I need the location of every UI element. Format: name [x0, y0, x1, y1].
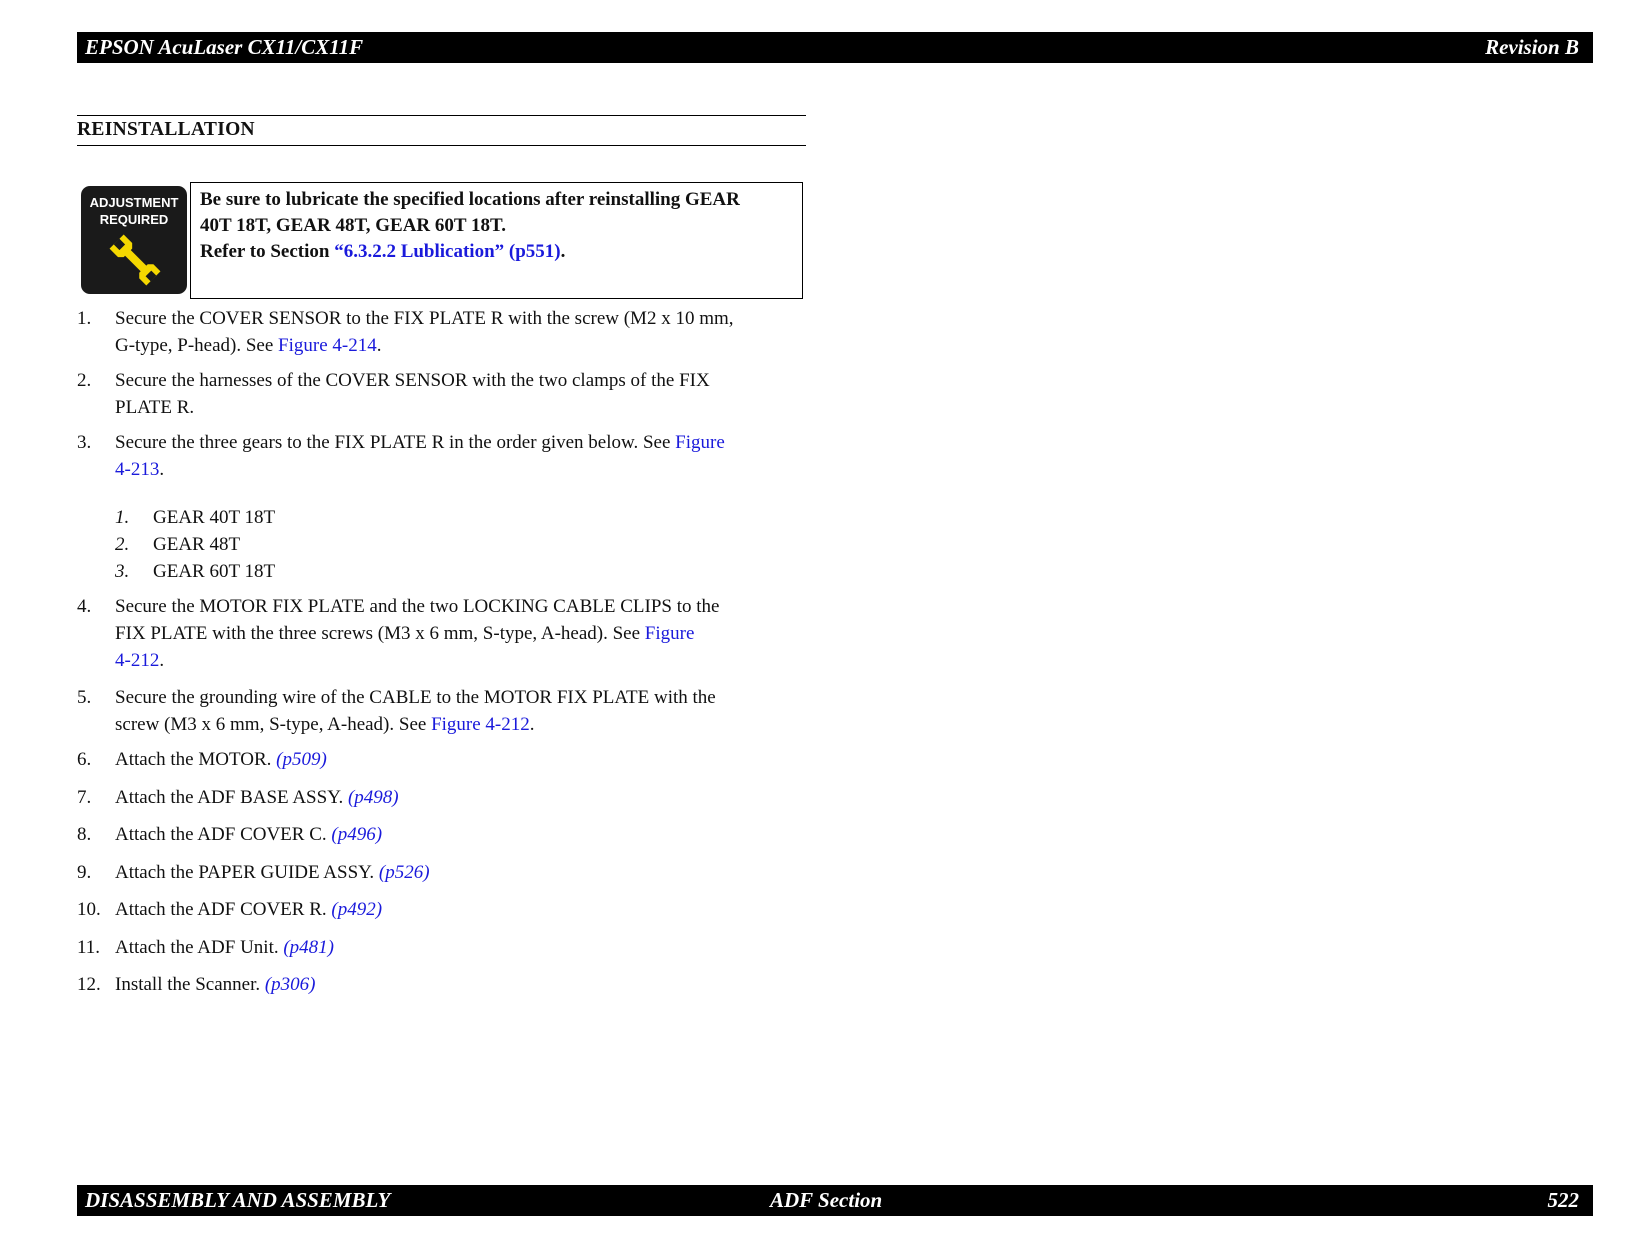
page-reference-link[interactable]: (p306) [264, 974, 316, 995]
heading-top-rule [77, 115, 806, 116]
gear-list-item: 1. GEAR 40T 18T [115, 507, 276, 528]
step-item: 1. Secure the COVER SENSOR to the FIX PLATE R with the screw (M2 x 10 mm, G-type, P-head). See Figure 4-214. [77, 308, 734, 356]
document-title: EPSON AcuLaser CX11/CX11F [85, 35, 364, 59]
footer-bar [77, 1185, 1593, 1216]
page-reference-link[interactable]: (p509) [276, 749, 327, 770]
figure-link[interactable]: 4-212 [115, 650, 160, 671]
step-item: 3. Secure the three gears to the FIX PLATE R in the order given below. See Figure 4-213. [77, 432, 725, 480]
step-item: 9. Attach the PAPER GUIDE ASSY. (p526) [77, 862, 430, 883]
figure-link[interactable]: Figure [644, 623, 695, 644]
badge-label-line2: REQUIRED [99, 212, 169, 227]
step-item: 5. Secure the grounding wire of the CABLE to the MOTOR FIX PLATE with the screw (M3 x 6 mm, S-type, A-head). See Figure 4-212. [77, 687, 716, 735]
page-reference-link[interactable]: (p496) [331, 824, 383, 845]
badge-label-line1: ADJUSTMENT [89, 195, 179, 210]
gear-list-item: 3. GEAR 60T 18T [115, 561, 276, 582]
heading-bottom-rule [77, 145, 806, 146]
figure-link[interactable]: Figure 4-212 [431, 714, 530, 735]
step-item: 11. Attach the ADF Unit. (p481) [77, 937, 335, 958]
adjustment-required-badge [81, 186, 187, 294]
figure-link[interactable]: Figure [675, 432, 725, 453]
page-reference-link[interactable]: (p526) [378, 862, 430, 883]
note-line1: Be sure to lubricate the specified locations after reinstalling GEAR [200, 189, 740, 210]
page-reference-link[interactable]: (p492) [331, 899, 383, 920]
gear-list-item: 2. GEAR 48T [115, 534, 241, 555]
step-item: 6. Attach the MOTOR. (p509) [77, 749, 327, 770]
section-heading: REINSTALLATION [77, 119, 255, 140]
adjustment-note [190, 182, 803, 299]
revision-label: Revision B [1485, 35, 1579, 59]
step-item: 4. Secure the MOTOR FIX PLATE and the two LOCKING CABLE CLIPS to the FIX PLATE with the three screws (M3 x 6 mm, S-type, A-head). See Figure 4-212. [77, 596, 720, 671]
step-item: 10. Attach the ADF COVER R. (p492) [77, 899, 383, 920]
wrench-icon [107, 232, 163, 288]
chapter-label: DISASSEMBLY AND ASSEMBLY [85, 1188, 391, 1212]
figure-link[interactable]: Figure 4-214 [278, 335, 377, 356]
header-bar [77, 32, 1593, 63]
step-item: 8. Attach the ADF COVER C. (p496) [77, 824, 383, 845]
note-line2: 40T 18T, GEAR 48T, GEAR 60T 18T. [200, 215, 506, 236]
section-label: ADF Section [770, 1188, 883, 1212]
page-reference-link[interactable]: (p498) [347, 787, 399, 808]
page-number: 522 [1547, 1188, 1579, 1212]
figure-link[interactable]: 4-213 [115, 459, 160, 480]
step-item: 7. Attach the ADF BASE ASSY. (p498) [77, 787, 399, 808]
step-item: 12. Install the Scanner. (p306) [77, 974, 316, 995]
step-item: 2. Secure the harnesses of the COVER SENSOR with the two clamps of the FIX PLATE R. [77, 370, 710, 418]
page-reference-link[interactable]: (p481) [283, 937, 335, 958]
lublication-section-link[interactable]: “6.3.2.2 Lublication” (p551) [334, 241, 561, 262]
note-reference: Refer to Section “6.3.2.2 Lublication” (p551). [200, 241, 566, 262]
